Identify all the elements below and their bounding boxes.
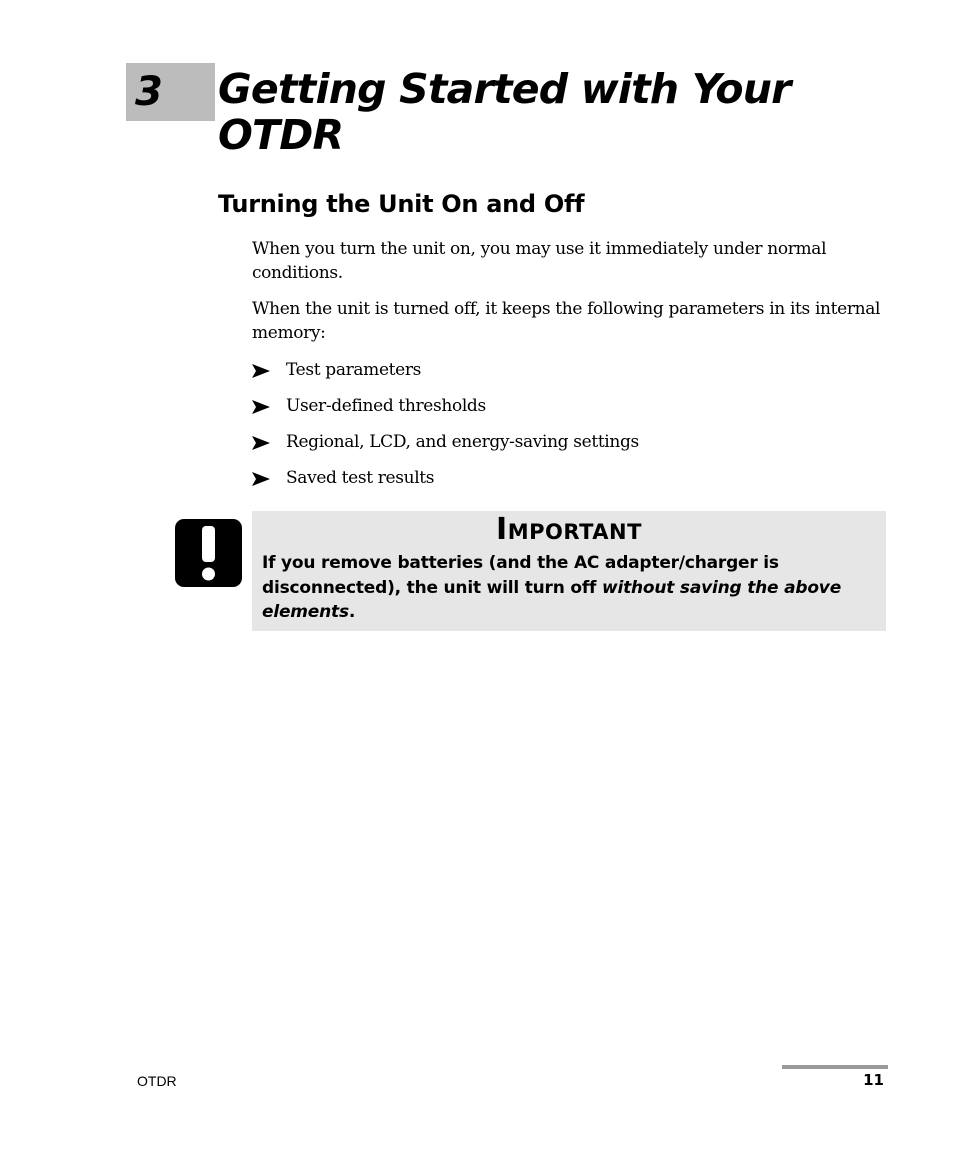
important-notice bbox=[252, 511, 886, 631]
paragraph-power-off: When the unit is turned off, it keeps the following parameters in its internal memory: bbox=[252, 299, 881, 343]
important-text-start: If you remove batteries (and the AC adapter/charger is disconnected), the unit will turn off bbox=[262, 553, 779, 598]
important-text-end: . bbox=[348, 602, 356, 622]
list-item bbox=[252, 394, 639, 430]
list-item-text: Test parameters bbox=[286, 360, 421, 380]
list-item-text: Regional, LCD, and energy-saving settings bbox=[286, 432, 639, 452]
arrow-bullet-icon bbox=[252, 436, 270, 450]
footer-product-name: OTDR bbox=[137, 1073, 177, 1089]
important-text bbox=[262, 551, 882, 625]
arrow-bullet-icon bbox=[252, 400, 270, 414]
arrow-bullet-icon bbox=[252, 472, 270, 486]
list-item-text: User-defined thresholds bbox=[286, 396, 486, 416]
list-item bbox=[252, 466, 639, 502]
parameter-list bbox=[252, 358, 639, 502]
page-number: 11 bbox=[863, 1071, 884, 1089]
chapter-number: 3 bbox=[135, 69, 163, 115]
important-title: Important bbox=[496, 512, 642, 547]
list-item bbox=[252, 430, 639, 466]
section-heading: Turning the Unit On and Off bbox=[218, 190, 585, 218]
important-text-emphasis: without saving the above elements bbox=[262, 577, 842, 622]
paragraph-power-on: When you turn the unit on, you may use it immediately under normal conditions. bbox=[252, 239, 827, 283]
exclamation-icon bbox=[175, 519, 242, 587]
footer-rule bbox=[782, 1065, 888, 1069]
list-item-text: Saved test results bbox=[286, 468, 435, 488]
chapter-title: Getting Started with Your OTDR bbox=[218, 65, 791, 159]
list-item bbox=[252, 358, 639, 394]
arrow-bullet-icon bbox=[252, 364, 270, 378]
